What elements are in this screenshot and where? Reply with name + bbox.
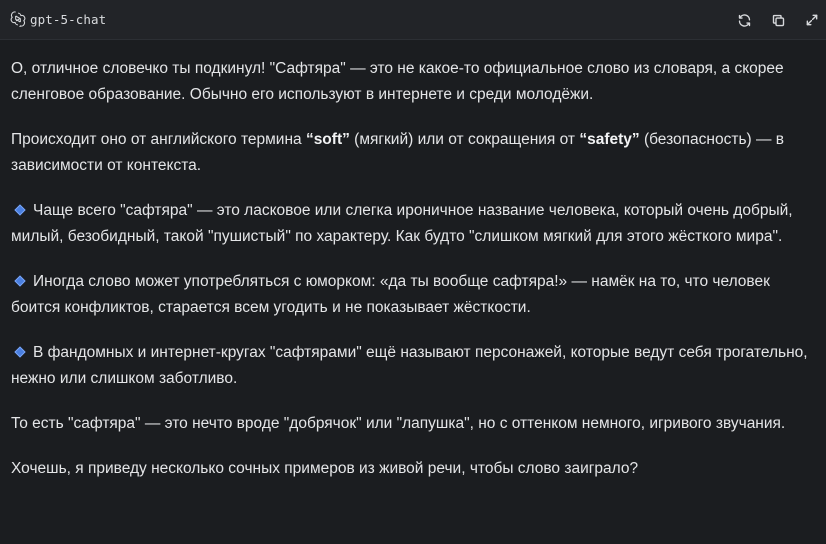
blue-diamond-icon — [14, 204, 25, 215]
message-content — [11, 56, 821, 501]
blue-diamond-icon — [14, 346, 25, 357]
refresh-icon — [737, 13, 752, 28]
bullet-item-3 — [11, 340, 821, 392]
paragraph-question: Хочешь, я приведу несколько сочных примеров из живой речи, чтобы слово заиграло? — [11, 460, 639, 477]
copy-button[interactable] — [768, 10, 788, 30]
copy-icon — [771, 13, 786, 28]
bullet-text-2: Иногда слово может употребляться с юморком: «да ты вообще сафтяра!» — намёк на то, что человек боится конфликтов, старается всем угодить и не показывает жёсткости. — [11, 273, 770, 316]
blue-diamond-icon — [14, 275, 25, 286]
model-name: gpt-5-chat — [30, 12, 107, 27]
bullet-text-1: Чаще всего "сафтяра" — это ласковое или слегка ироничное название человека, который очень добрый, милый, безобидный, такой "пушистый" по характеру. Как будто "слишком мягкий для этого жёсткого мира". — [11, 202, 793, 245]
panel-header — [0, 0, 826, 40]
expand-icon — [805, 13, 819, 27]
origin-text-2: (мягкий) или от сокращения от — [349, 131, 580, 148]
term-soft: “soft” — [305, 131, 350, 148]
openai-logo-icon — [10, 11, 26, 27]
paragraph-intro: О, отличное словечко ты подкинул! "Сафтяра" — это не какое-то официальное слово из словаря, а скорее сленговое образование. Обычно его используют в интернете и среди молодёжи. — [11, 60, 784, 103]
regenerate-button[interactable] — [734, 10, 754, 30]
bullet-item-1 — [11, 198, 821, 250]
origin-text-3: (безопасность) — в зависимости от контекста. — [11, 131, 785, 174]
expand-button[interactable] — [802, 10, 822, 30]
bullet-text-3: В фандомных и интернет-кругах "сафтярами" ещё называют персонажей, которые ведут себя трогательно, нежно или слишком заботливо. — [11, 344, 808, 387]
paragraph-origin — [11, 127, 821, 179]
origin-text-1: Происходит оно от английского термина — [11, 131, 306, 148]
paragraph-summary: То есть "сафтяра" — это нечто вроде "добрячок" или "лапушка", но с оттенком немного, игривого звучания. — [11, 415, 786, 432]
bullet-item-2 — [11, 269, 821, 321]
term-safety: “safety” — [579, 131, 640, 148]
